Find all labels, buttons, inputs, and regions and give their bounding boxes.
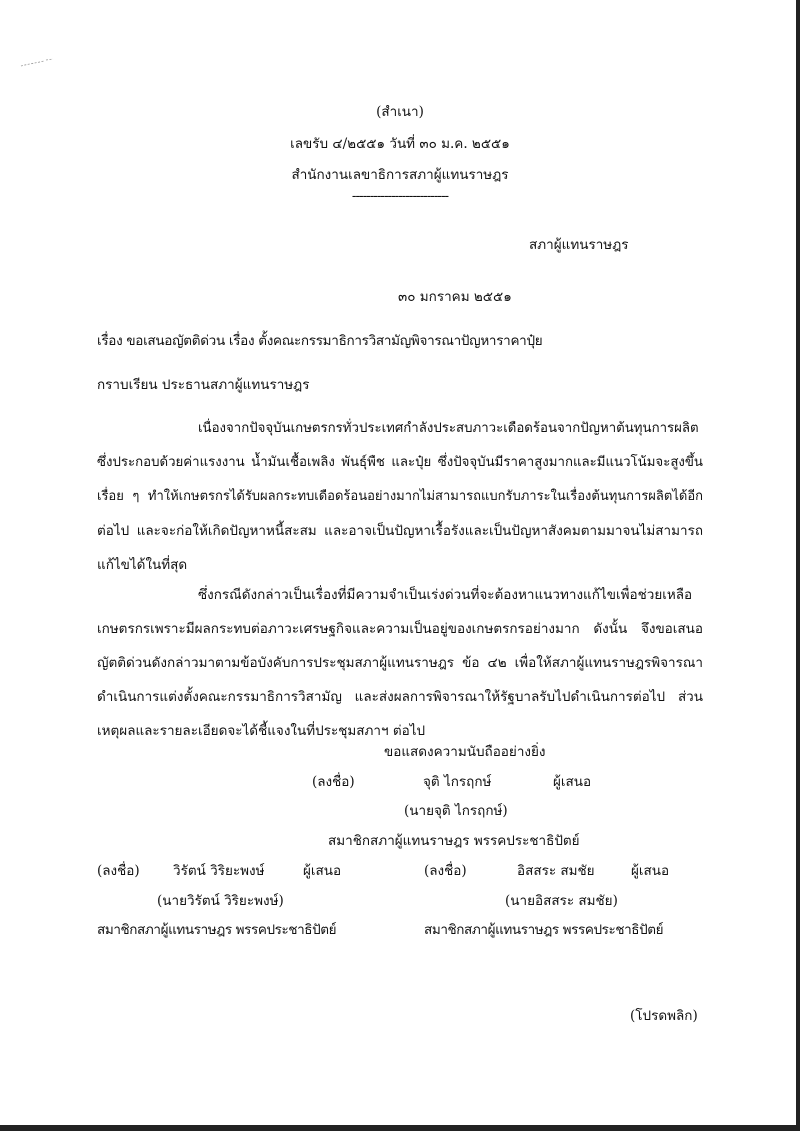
paragraph1-line: เนื่องจากปัจจุบันเกษตรกรทั่วประเทศกำลังประสบภาวะเดือดร้อนจากปัญหาต้นทุนการผลิต [198, 421, 699, 436]
main-signature: จุติ ไกรฤกษ์ [423, 774, 492, 790]
main-printed-name: (นายจุติ ไกรฤกษ์) [404, 803, 508, 819]
closing: ขอแสดงความนับถืออย่างยิ่ง [384, 744, 546, 760]
salutation: กราบเรียน ประธานสภาผู้แทนราษฎร [97, 377, 310, 393]
right-signature: อิสสระ สมชัย [517, 863, 595, 879]
main-title: สมาชิกสภาผู้แทนราษฎร พรรคประชาธิปัตย์ [328, 833, 580, 849]
right-sign-label: (ลงชื่อ) [424, 863, 467, 879]
turn-over-note: (โปรดพลิก) [630, 1008, 698, 1024]
paragraph2-line: ดำเนินการแต่งตั้งคณะกรรมาธิการวิสามัญ และส่งผลการพิจารณาให้รัฐบาลรับไปดำเนินการต่อไป ส่วน [97, 689, 703, 705]
scan-artifact [20, 58, 54, 68]
main-sign-label: (ลงชื่อ) [312, 774, 355, 790]
right-printed-name: (นายอิสสระ สมชัย) [505, 893, 618, 909]
paragraph2-line: ญัตติด่วนดังกล่าวมาตามข้อบังคับการประชุมสภาผู้แทนราษฎร ข้อ ๔๒ เพื่อให้สภาผู้แทนราษฎรพิจารณา [97, 655, 703, 671]
right-role: ผู้เสนอ [631, 863, 670, 879]
left-printed-name: (นายวิรัตน์ วิริยะพงษ์) [157, 893, 284, 909]
scan-edge-right [796, 0, 800, 1131]
letter-date: ๓๐ มกราคม ๒๕๕๑ [398, 289, 512, 305]
main-role: ผู้เสนอ [553, 774, 592, 790]
paragraph2-line: ซึ่งกรณีดังกล่าวเป็นเรื่องที่มีความจำเป็นเร่งด่วนที่จะต้องหาแนวทางแก้ไขเพื่อช่วยเหลือ [198, 587, 693, 603]
left-title: สมาชิกสภาผู้แทนราษฎร พรรคประชาธิปัตย์ [97, 922, 337, 938]
paragraph2-line: เหตุผลและรายละเอียดจะได้ชี้แจงในที่ประชุมสภาฯ ต่อไป [97, 723, 426, 739]
header-divider: --------------------------- [351, 188, 449, 204]
paragraph2-line: เกษตรกรเพราะมีผลกระทบต่อภาวะเศรษฐกิจและความเป็นอยู่ของเกษตรกรอย่างมาก ดังนั้น จึงขอเสนอ [97, 621, 703, 637]
left-role: ผู้เสนอ [303, 863, 342, 879]
paragraph1-line: แก้ไขได้ในที่สุด [97, 557, 188, 573]
copy-mark: (สำเนา) [376, 104, 424, 120]
left-signature: วิรัตน์ วิริยะพงษ์ [173, 863, 265, 879]
office-name: สำนักงานเลขาธิการสภาผู้แทนราษฎร [291, 167, 509, 183]
paragraph1-line: ซึ่งประกอบด้วยค่าแรงงาน น้ำมันเชื้อเพลิง พันธุ์พืช และปุ๋ย ซึ่งปัจจุบันมีราคาสูงมากและมีแนวโน้มจะสูงขึ้น [97, 455, 703, 470]
sender-org: สภาผู้แทนราษฎร [529, 237, 629, 253]
scan-edge-bottom [0, 1125, 800, 1131]
left-sign-label: (ลงชื่อ) [97, 863, 140, 879]
paragraph1-line: เรื่อย ๆ ทำให้เกษตรกรได้รับผลกระทบเดือดร้อนอย่างมากไม่สามารถแบกรับภาระในเรื่องต้นทุนการผลิตได้อีก [97, 489, 703, 504]
right-title: สมาชิกสภาผู้แทนราษฎร พรรคประชาธิปัตย์ [424, 922, 664, 938]
paragraph1-line: ต่อไป และจะก่อให้เกิดปัญหาหนี้สะสม และอาจเป็นปัญหาเรื้อรังและเป็นปัญหาสังคมตามมาจนไม่สามารถ [97, 523, 703, 539]
subject-line: เรื่อง ขอเสนอญัตติด่วน เรื่อง ตั้งคณะกรรมาธิการวิสามัญพิจารณาปัญหาราคาปุ๋ย [97, 333, 543, 349]
receipt-number: เลขรับ ๔/๒๕๕๑ วันที่ ๓๐ ม.ค. ๒๕๕๑ [290, 136, 510, 152]
